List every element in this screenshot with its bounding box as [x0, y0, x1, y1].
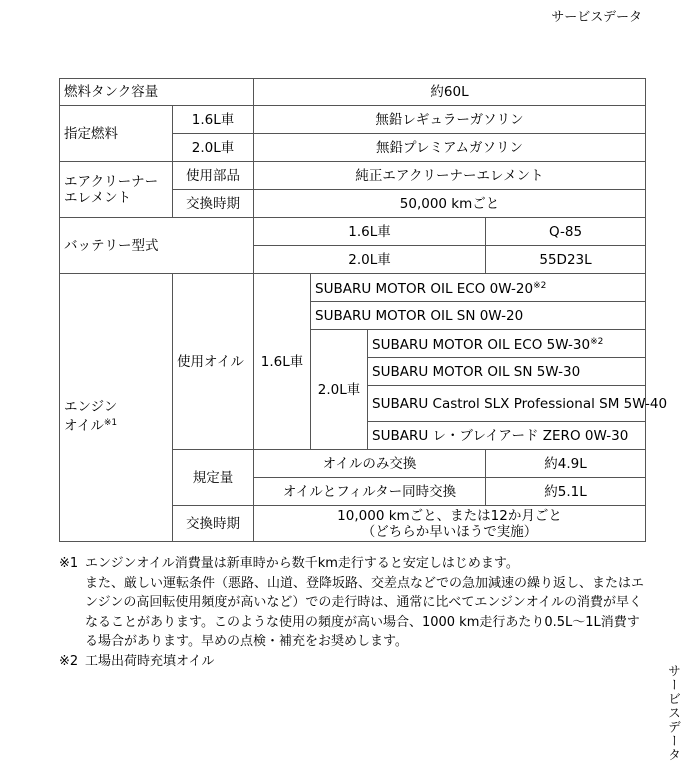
- fuel-tank-label: 燃料タンク容量: [60, 79, 254, 106]
- oil-20-item: [368, 330, 646, 358]
- oil-20-item-text: SUBARU MOTOR OIL ECO 5W-30: [372, 337, 591, 353]
- oil-20-item: [368, 386, 668, 422]
- footnote-1-mark: ※1: [59, 556, 79, 571]
- footnote-1-line2: また、厳しい運転条件（悪路、山道、登降坂路、交差点などでの急加減速の繰り返し、またはエンジンの高回転使用頻度が高いなど）での走行時は、通常に比べてエンジンオイルの消費が早くなることがあります。このような使用の頻度が高い場合、1000 km走行あたり0.5L〜1L消費する場合があります。早めの点検・補充をお奨めします。: [85, 575, 645, 649]
- oil-interval-line2: （どちらか早いほうで実施）: [361, 523, 538, 540]
- footnote-2-mark: ※2: [59, 653, 79, 669]
- oil-16-item-text: SUBARU MOTOR OIL SN 0W-20: [315, 307, 524, 324]
- fuel-value-16: 無鉛レギュラーガソリン: [254, 106, 646, 134]
- oil-20-item-text: SUBARU Castrol SLX Professional SM 5W-40: [372, 395, 668, 412]
- air-part-label: 使用部品: [173, 162, 254, 190]
- table-row: [60, 106, 646, 134]
- oil-16-item: [311, 274, 646, 302]
- side-section-tab: サービスデータ: [665, 664, 680, 762]
- battery-label: バッテリー型式: [60, 218, 254, 274]
- air-part-value: 純正エアクリーナーエレメント: [254, 162, 646, 190]
- oil-20-item-note: ※2: [590, 337, 604, 347]
- oil-capacity-row-value: 約4.9L: [486, 450, 646, 478]
- oil-model-16: 1.6L車: [254, 274, 311, 450]
- service-data-table: [59, 78, 668, 542]
- oil-20-item: [368, 358, 646, 386]
- oil-interval-line1: 10,000 kmごと、または12か月ごと: [337, 507, 562, 524]
- air-cleaner-label: [60, 162, 173, 218]
- table-row: [60, 162, 646, 190]
- fuel-model-20: 2.0L車: [173, 134, 254, 162]
- footnote-2: [59, 652, 651, 672]
- fuel-model-16: 1.6L車: [173, 106, 254, 134]
- air-cleaner-label-line1: エアクリーナー: [64, 173, 159, 190]
- oil-capacity-row-value: 約5.1L: [486, 478, 646, 506]
- oil-capacity-row-label: オイルとフィルター同時交換: [254, 478, 486, 506]
- oil-use-label: 使用オイル: [173, 274, 254, 450]
- battery-value-16: Q-85: [486, 218, 646, 246]
- table-row: [60, 274, 646, 302]
- battery-model-16: 1.6L車: [254, 218, 486, 246]
- footnote-2-text: 工場出荷時充填オイル: [85, 653, 215, 669]
- air-interval-label: 交換時期: [173, 190, 254, 218]
- oil-20-item: [368, 422, 646, 450]
- engine-oil-label-line1: エンジン: [64, 399, 118, 415]
- oil-16-item-text: SUBARU MOTOR OIL ECO 0W-20: [315, 281, 534, 297]
- footnote-1-line1: エンジンオイル消費量は新車時から数千km走行すると安定しはじめます。: [85, 556, 519, 571]
- table-row: [60, 218, 646, 246]
- fuel-value-20: 無鉛プレミアムガソリン: [254, 134, 646, 162]
- footnotes: [59, 554, 651, 671]
- fuel-label: 指定燃料: [60, 106, 173, 162]
- engine-oil-label-line2: オイル: [64, 418, 104, 434]
- engine-oil-label: [60, 274, 173, 542]
- page-header-title: サービスデータ: [551, 10, 642, 25]
- oil-capacity-row-label: オイルのみ交換: [254, 450, 486, 478]
- oil-interval-value: [254, 506, 646, 542]
- air-cleaner-label-line2: エレメント: [64, 189, 132, 206]
- oil-model-20: 2.0L車: [311, 330, 368, 450]
- battery-model-20: 2.0L車: [254, 246, 486, 274]
- battery-value-20: 55D23L: [486, 246, 646, 274]
- table-row: [60, 79, 646, 106]
- oil-interval-label: 交換時期: [173, 506, 254, 542]
- oil-20-item-text: SUBARU レ・ブレイアード ZERO 0W-30: [372, 427, 629, 444]
- oil-16-item: [311, 302, 646, 330]
- fuel-tank-value: 約60L: [254, 79, 646, 106]
- oil-capacity-label: 規定量: [173, 450, 254, 506]
- engine-oil-label-note: ※1: [103, 418, 118, 428]
- air-interval-value: 50,000 kmごと: [254, 190, 646, 218]
- footnote-1: [59, 554, 651, 652]
- oil-16-item-note: ※2: [533, 281, 547, 291]
- oil-20-item-text: SUBARU MOTOR OIL SN 5W-30: [372, 363, 581, 380]
